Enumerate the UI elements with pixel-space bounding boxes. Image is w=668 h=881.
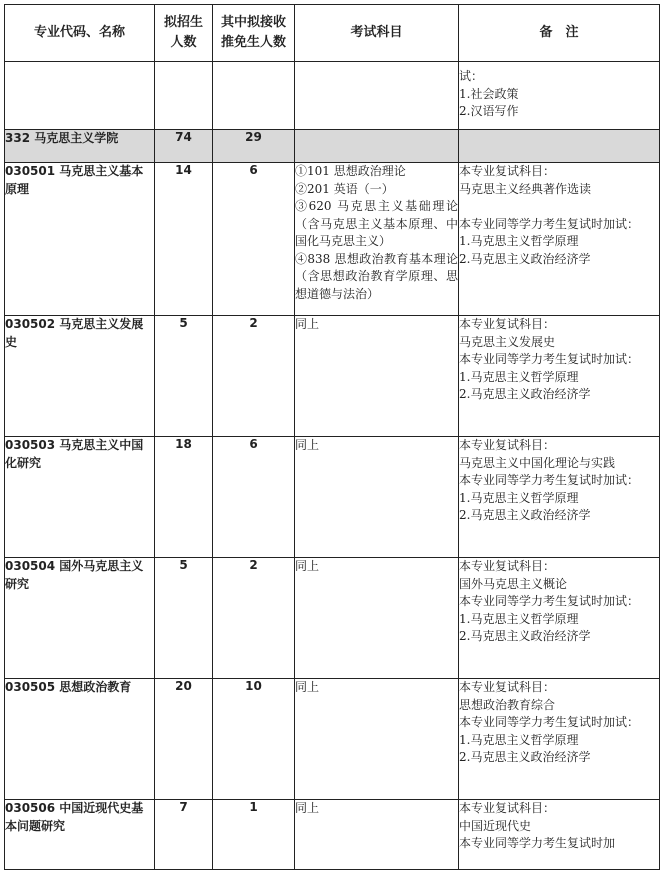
remark-line: 本专业同等学力考生复试时加试： (459, 216, 640, 231)
exam-subject-line: 同上 (295, 559, 320, 573)
remark-line: 1.马克思主义哲学原理 (459, 490, 579, 505)
carryover-row (5, 62, 660, 130)
department-remarks-cell (459, 130, 660, 163)
major-name: 030503 马克思主义中国化研究 (5, 437, 155, 558)
major-remarks (459, 437, 660, 558)
remark-line: 马克思主义中国化理论与实践 (459, 455, 616, 470)
header-exam-subjects: 考试科目 (295, 5, 459, 62)
remark-line: 2.马克思主义政治经济学 (459, 508, 591, 522)
carryover-subjects-cell (295, 62, 459, 130)
major-exam-subjects (295, 558, 459, 679)
remark-line: 试： (459, 69, 484, 83)
major-name: 030502 马克思主义发展史 (5, 316, 155, 437)
major-name: 030506 中国近现代史基本问题研究 (5, 800, 155, 870)
remark-line: 马克思主义经典著作选读 (459, 181, 592, 196)
major-name: 030504 国外马克思主义研究 (5, 558, 155, 679)
exam-subject-line: ③620 马克思主义基础理论（含马克思主义基本原理、中国化马克思主义） (295, 199, 458, 248)
major-exempt-count: 6 (213, 163, 295, 316)
major-exam-subjects (295, 437, 459, 558)
exam-subject-line: ①101 思想政治理论 (295, 164, 406, 178)
remark-line: 国外马克思主义概论 (459, 576, 568, 591)
major-remarks (459, 679, 660, 800)
remark-line: 2.马克思主义政治经济学 (459, 750, 591, 764)
remark-line: 1.社会政策 (459, 86, 519, 101)
remark-line: 本专业同等学力考生复试时加试： (459, 715, 640, 729)
department-exempt: 29 (213, 130, 295, 163)
remark-line: 2.马克思主义政治经济学 (459, 251, 591, 266)
exam-subject-line: 同上 (295, 438, 320, 452)
major-row (5, 437, 660, 558)
header-row (5, 5, 660, 62)
major-row (5, 316, 660, 437)
major-plan-count: 5 (155, 558, 213, 679)
major-exempt-count: 1 (213, 800, 295, 870)
major-exam-subjects (295, 163, 459, 316)
header-plan-enroll-label: 拟招生人数 (163, 15, 203, 50)
remark-line: 本专业复试科目： (459, 438, 556, 452)
remark-line: 1.马克思主义哲学原理 (459, 611, 579, 626)
remark-line: 中国近现代史 (459, 818, 532, 833)
major-plan-count: 5 (155, 316, 213, 437)
exam-subject-line: ④838 思想政治教育基本理论（含思想政治教育学原理、思想道德与法治） (295, 251, 458, 301)
carryover-exempt-cell (213, 62, 295, 130)
carryover-remarks-cell (459, 62, 660, 130)
major-exempt-count: 6 (213, 437, 295, 558)
major-plan-count: 7 (155, 800, 213, 870)
header-remarks: 备 注 (459, 5, 660, 62)
exam-subject-line: 同上 (295, 680, 320, 694)
carryover-plan-cell (155, 62, 213, 130)
remark-line: 本专业同等学力考生复试时加试： (459, 352, 640, 366)
major-plan-count: 14 (155, 163, 213, 316)
department-label: 332 马克思主义学院 (5, 130, 155, 163)
department-subjects-cell (295, 130, 459, 163)
major-remarks (459, 163, 660, 316)
major-exempt-count: 10 (213, 679, 295, 800)
exam-subject-line: 同上 (295, 801, 320, 815)
remark-line: 马克思主义发展史 (459, 334, 556, 349)
enrollment-table (4, 4, 660, 870)
department-row (5, 130, 660, 163)
major-exam-subjects (295, 679, 459, 800)
remark-line (459, 198, 659, 216)
header-exempt-enroll (213, 5, 295, 62)
remark-line: 本专业同等学力考生复试时加试： (459, 473, 640, 487)
major-name: 030501 马克思主义基本原理 (5, 163, 155, 316)
remark-line: 2.马克思主义政治经济学 (459, 629, 591, 643)
remark-line: 本专业复试科目： (459, 801, 556, 815)
major-plan-count: 18 (155, 437, 213, 558)
remark-line: 1.马克思主义哲学原理 (459, 369, 579, 384)
major-row (5, 163, 660, 316)
major-plan-count: 20 (155, 679, 213, 800)
header-code-name: 专业代码、名称 (5, 5, 155, 62)
remark-line: 本专业复试科目： (459, 559, 556, 573)
carryover-name-cell (5, 62, 155, 130)
remark-line: 2.汉语写作 (459, 104, 519, 118)
major-exam-subjects (295, 800, 459, 870)
major-exam-subjects (295, 316, 459, 437)
header-exempt-enroll-label: 其中拟接收推免生人数 (220, 15, 286, 50)
remark-line: 本专业复试科目： (459, 680, 556, 694)
major-remarks (459, 316, 660, 437)
major-row (5, 679, 660, 800)
major-row (5, 558, 660, 679)
major-remarks (459, 800, 660, 870)
major-remarks (459, 558, 660, 679)
major-name: 030505 思想政治教育 (5, 679, 155, 800)
major-exempt-count: 2 (213, 316, 295, 437)
remark-line: 本专业复试科目： (459, 317, 556, 331)
major-row (5, 800, 660, 870)
exam-subject-line: ②201 英语（一） (295, 181, 394, 196)
remark-line: 本专业复试科目： (459, 164, 556, 178)
header-plan-enroll (155, 5, 213, 62)
remark-line: 1.马克思主义哲学原理 (459, 732, 579, 747)
remark-line: 本专业同等学力考生复试时加试： (459, 594, 640, 608)
exam-subject-line: 同上 (295, 317, 320, 331)
remark-line: 1.马克思主义哲学原理 (459, 234, 579, 248)
remark-line: 2.马克思主义政治经济学 (459, 387, 591, 401)
major-exempt-count: 2 (213, 558, 295, 679)
remark-line: 本专业同等学力考生复试时加 (459, 836, 616, 850)
remark-line: 思想政治教育综合 (459, 697, 556, 712)
department-plan: 74 (155, 130, 213, 163)
